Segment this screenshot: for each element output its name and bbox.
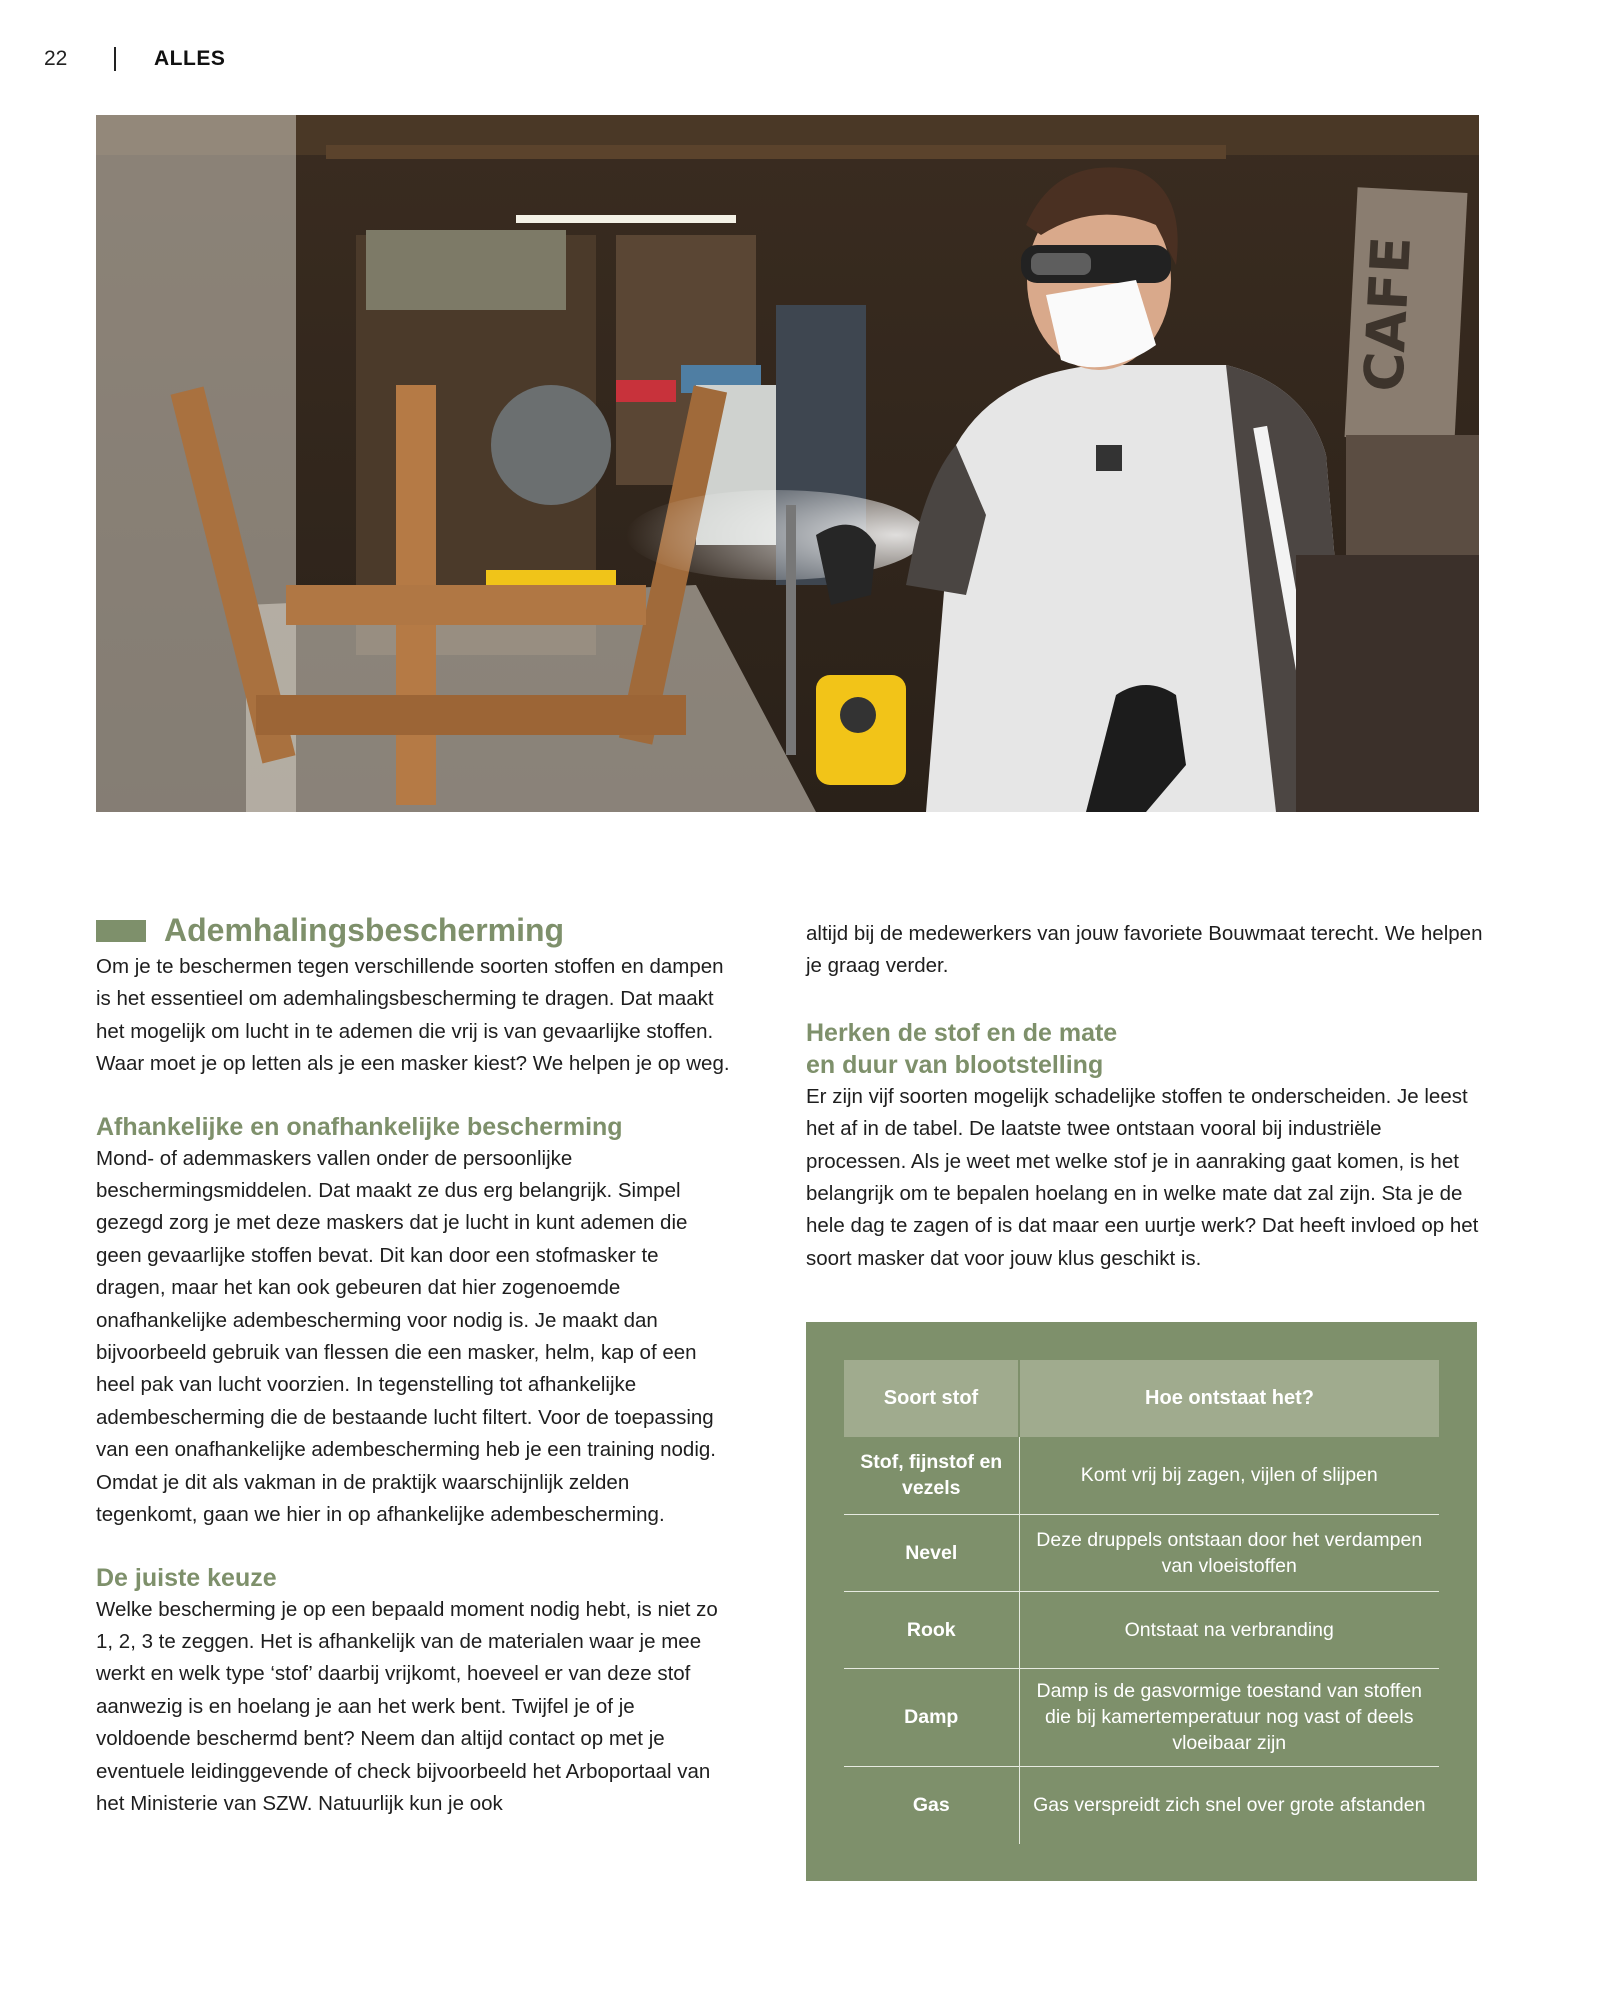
continuation-paragraph: altijd bij de medewerkers van jouw favoriete Bouwmaat terecht. We helpen je graag verder. bbox=[806, 922, 1483, 978]
substance-type-cell: Stof, fijnstof en vezels bbox=[844, 1437, 1019, 1514]
origin-cell: Ontstaat na verbranding bbox=[1019, 1591, 1439, 1668]
table-row bbox=[844, 1766, 1439, 1844]
table-row bbox=[844, 1668, 1439, 1766]
workshop-photo bbox=[96, 115, 1479, 812]
table-row bbox=[844, 1514, 1439, 1591]
origin-cell: Gas verspreidt zich snel over grote afstanden bbox=[1033, 1794, 1426, 1817]
intro-paragraph: Om je te beschermen tegen verschillende soorten stoffen en dampen is het essentieel om ademhalingsbescherming te dragen. Dat maakt het mogelijk om lucht in te ademen die vrij is van gevaarlijke stoffen. Waar moet je op letten als je een masker kiest? We helpen je op weg. bbox=[96, 955, 730, 1076]
main-heading bbox=[96, 912, 731, 949]
section-label: ALLES bbox=[154, 47, 226, 70]
substance-type-cell: Nevel bbox=[844, 1514, 1019, 1591]
subheading-exposure-line-2: en duur van blootstelling bbox=[806, 1050, 1104, 1079]
header-divider bbox=[114, 47, 116, 71]
subheading-dependency: Afhankelijke en onafhankelijke bescherming bbox=[96, 1112, 623, 1141]
dependency-paragraph: Mond- of ademmaskers vallen onder de persoonlijke beschermingsmiddelen. Dat maakt ze dus erg belangrijk. Simpel gezegd zorg je met deze maskers dat je lucht in kunt ademen die geen gevaarlijke stoffen bevat. Dit kan door een stofmasker te dragen, maar het kan ook gebeuren dat hier zogenoemde onafhankelijke adembescherming voor nodig is. Je maakt dan bijvoorbeeld gebruik van flessen die een masker, helm, kap of een heel pak van lucht voorzien. In tegenstelling tot afhankelijke adembescherming die de bestaande lucht filtert. Voor de toepassing van een onafhankelijke adembescherming heb je een training nodig. Omdat je dit als vakman in de praktijk waarschijnlijk zelden tegenkomt, gaan we hier in op afhankelijke adembescherming. bbox=[96, 1146, 716, 1527]
exposure-paragraph: Er zijn vijf soorten mogelijk schadelijke stoffen te onderscheiden. Je leest het af in de tabel. De laatste twee ontstaan vooral bij industriële processen. Als je weet met welke stof je in aanraking gaat komen, is het belangrijk om te bepalen hoelang en in welke mate dat zal zijn. Sta je de hele dag te zagen of is dat maar een uurtje werk? Dat heeft invloed op het soort masker dat voor jouw klus geschikt is. bbox=[806, 1084, 1479, 1270]
substance-type-cell: Damp bbox=[844, 1668, 1019, 1766]
page-number: 22 bbox=[44, 47, 68, 70]
substances-table-box bbox=[806, 1322, 1477, 1881]
heading-accent-bar bbox=[96, 920, 146, 942]
table-header-row bbox=[844, 1360, 1439, 1437]
right-choice-paragraph: Welke bescherming je op een bepaald moment nodig hebt, is niet zo 1, 2, 3 te zeggen. Het is afhankelijk van de materialen waar je mee werkt en welk type ‘stof’ daarbij vrijkomt, hoeveel er van deze stof aanwezig is en hoelang je aan het werk bent. Twijfel je of je voldoende beschermd bent? Neem dan altijd contact op met je eventuele leidinggevende of check bijvoorbeeld het Arboportaal van het Ministerie van SZW. Natuurlijk kun je ook bbox=[96, 1597, 718, 1815]
header-substance-type: Soort stof bbox=[844, 1360, 1019, 1437]
cafe-sign-text: CAFE bbox=[1352, 234, 1424, 394]
subheading-exposure-line-1: Herken de stof en de mate bbox=[806, 1018, 1118, 1047]
right-column bbox=[806, 918, 1486, 1275]
substance-type-cell: Rook bbox=[844, 1591, 1019, 1668]
table-row bbox=[844, 1437, 1439, 1514]
origin-cell: Damp is de gasvormige toestand van stoffen die bij kamertemperatuur nog vast of deels vloeibaar zijn bbox=[1019, 1668, 1439, 1766]
workshop-illustration bbox=[96, 115, 1479, 812]
table-row bbox=[844, 1591, 1439, 1668]
page-header bbox=[44, 44, 225, 74]
header-origin: Hoe ontstaat het? bbox=[1019, 1360, 1439, 1437]
origin-cell: Komt vrij bij zagen, vijlen of slijpen bbox=[1019, 1437, 1439, 1514]
main-heading-text: Ademhalingsbescherming bbox=[164, 912, 565, 948]
origin-cell: Deze druppels ontstaan door het verdampen van vloeistoffen bbox=[1019, 1514, 1439, 1591]
substances-table bbox=[844, 1360, 1439, 1844]
left-column bbox=[96, 912, 731, 1820]
substance-type-cell: Gas bbox=[844, 1766, 1019, 1844]
subheading-right-choice: De juiste keuze bbox=[96, 1563, 277, 1592]
